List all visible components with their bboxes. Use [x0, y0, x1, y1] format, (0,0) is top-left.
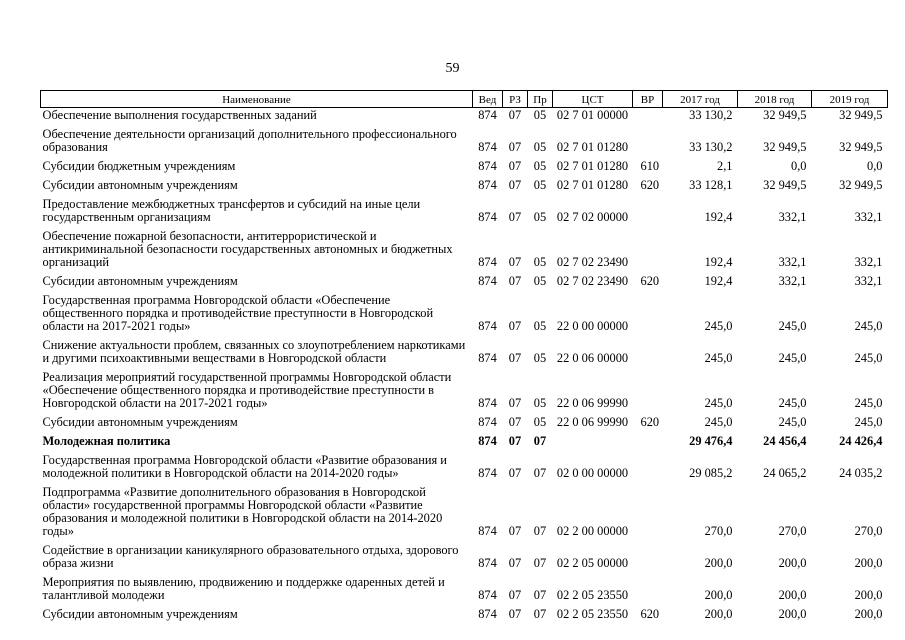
cell-ved: 874 — [478, 396, 497, 410]
cell-2019: 0,0 — [867, 159, 883, 173]
table-row — [41, 197, 888, 229]
cell-ved: 874 — [478, 319, 497, 333]
cell-name: Подпрограмма «Развитие дополнительного образования в Новгородской области» государственной программы Новгородской области «Развитие образования и молодежной политики в Новгородской области на 2014-2020 годы» — [42, 485, 443, 538]
cell-2018: 332,1 — [778, 274, 807, 288]
cell-rz: 07 — [508, 255, 522, 269]
cell-2019: 32 949,5 — [839, 178, 883, 192]
cell-name: Содействие в организации каникулярного образовательного отдыха, здорового образа жизни — [42, 543, 459, 570]
cell-pr: 05 — [533, 396, 547, 410]
cell-cst — [553, 434, 633, 453]
cell-2018: 245,0 — [778, 415, 807, 429]
cell-rz: 07 — [508, 556, 522, 570]
cell-cst: 02 7 02 23490 — [556, 274, 629, 288]
table-header-row — [41, 91, 888, 108]
cell-2017: 192,4 — [704, 210, 733, 224]
cell-vr — [633, 575, 663, 607]
cell-ved: 874 — [478, 466, 497, 480]
cell-ved: 874 — [478, 524, 497, 538]
header-2017: 2017 год — [663, 91, 738, 108]
cell-vr: 620 — [640, 178, 660, 192]
cell-rz: 07 — [508, 415, 522, 429]
cell-rz: 07 — [508, 178, 522, 192]
cell-pr: 05 — [533, 108, 547, 122]
cell-2017: 29 085,2 — [689, 466, 733, 480]
cell-2017: 245,0 — [704, 319, 733, 333]
cell-cst: 22 0 06 00000 — [556, 351, 629, 365]
header-vr: ВР — [633, 91, 663, 108]
cell-2019: 200,0 — [854, 556, 883, 570]
cell-2019: 200,0 — [854, 588, 883, 602]
cell-2019: 270,0 — [854, 524, 883, 538]
cell-vr — [633, 338, 663, 370]
cell-2017: 29 476,4 — [689, 434, 733, 448]
cell-rz: 07 — [508, 210, 522, 224]
cell-rz: 07 — [508, 466, 522, 480]
cell-pr: 07 — [533, 607, 547, 621]
cell-name: Молодежная политика — [42, 434, 171, 448]
table-row — [41, 274, 888, 293]
page-number: 59 — [445, 61, 460, 76]
cell-ved: 874 — [478, 588, 497, 602]
cell-2018: 200,0 — [778, 556, 807, 570]
cell-2019: 245,0 — [854, 396, 883, 410]
cell-2018: 245,0 — [778, 319, 807, 333]
cell-vr: 620 — [640, 415, 660, 429]
table-row — [41, 127, 888, 159]
cell-2018: 245,0 — [778, 351, 807, 365]
cell-vr — [633, 485, 663, 543]
table-row — [41, 575, 888, 607]
cell-2018: 0,0 — [791, 159, 807, 173]
header-2019: 2019 год — [812, 91, 888, 108]
cell-name: Субсидии автономным учреждениям — [42, 607, 238, 621]
cell-cst: 22 0 00 00000 — [556, 319, 629, 333]
cell-2019: 24 426,4 — [839, 434, 883, 448]
cell-2017: 2,1 — [717, 159, 733, 173]
table-row — [41, 453, 888, 485]
cell-pr: 05 — [533, 351, 547, 365]
cell-ved: 874 — [478, 255, 497, 269]
cell-vr — [633, 197, 663, 229]
cell-ved: 874 — [478, 210, 497, 224]
cell-name: Государственная программа Новгородской области «Развитие образования и молодежной политики в Новгородской области на 2014-2020 годы» — [42, 453, 447, 480]
cell-name: Обеспечение выполнения государственных заданий — [42, 108, 317, 122]
cell-ved: 874 — [478, 159, 497, 173]
cell-2017: 245,0 — [704, 396, 733, 410]
cell-cst: 02 7 01 01280 — [556, 140, 629, 154]
table-row — [41, 607, 888, 626]
cell-pr: 07 — [533, 434, 547, 448]
cell-pr: 05 — [533, 159, 547, 173]
cell-rz: 07 — [508, 607, 522, 621]
table-row — [41, 108, 888, 128]
header-name: Наименование — [41, 91, 473, 108]
header-pr: Пр — [528, 91, 553, 108]
cell-2017: 33 130,2 — [689, 140, 733, 154]
table-row — [41, 485, 888, 543]
cell-ved: 874 — [478, 140, 497, 154]
cell-cst: 02 2 00 00000 — [556, 524, 629, 538]
header-cst: ЦСТ — [553, 91, 633, 108]
cell-cst: 02 7 01 01280 — [556, 178, 629, 192]
table-row — [41, 293, 888, 338]
cell-name: Субсидии автономным учреждениям — [42, 415, 238, 429]
cell-2017: 200,0 — [704, 556, 733, 570]
cell-ved: 874 — [478, 178, 497, 192]
cell-cst: 02 2 05 23550 — [556, 588, 629, 602]
cell-pr: 05 — [533, 415, 547, 429]
cell-2019: 332,1 — [854, 210, 883, 224]
header-ved: Вед — [473, 91, 503, 108]
cell-2017: 192,4 — [704, 255, 733, 269]
cell-name: Предоставление межбюджетных трансфертов и субсидий на иные цели государственным организациям — [42, 197, 421, 224]
cell-name: Государственная программа Новгородской области «Обеспечение общественного порядка и противодействие преступности в Новгородской области на 2017-2021 годы» — [42, 293, 434, 333]
cell-2018: 24 456,4 — [763, 434, 807, 448]
cell-pr: 05 — [533, 140, 547, 154]
cell-rz: 07 — [508, 588, 522, 602]
cell-2017: 245,0 — [704, 351, 733, 365]
cell-pr: 05 — [533, 274, 547, 288]
cell-2019: 332,1 — [854, 255, 883, 269]
cell-2018: 332,1 — [778, 210, 807, 224]
table-row — [41, 338, 888, 370]
cell-2019: 32 949,5 — [839, 140, 883, 154]
cell-name: Реализация мероприятий государственной программы Новгородской области «Обеспечение общественного порядка и противодействие преступности в Новгородской области на 2017-2021 годы» — [42, 370, 452, 410]
cell-vr — [633, 108, 663, 128]
cell-2019: 332,1 — [854, 274, 883, 288]
cell-pr: 05 — [533, 319, 547, 333]
cell-vr — [633, 370, 663, 415]
cell-2019: 245,0 — [854, 415, 883, 429]
cell-vr — [633, 543, 663, 575]
cell-rz: 07 — [508, 140, 522, 154]
cell-cst: 02 2 05 00000 — [556, 556, 629, 570]
cell-vr — [633, 453, 663, 485]
cell-2018: 332,1 — [778, 255, 807, 269]
cell-vr — [633, 127, 663, 159]
cell-rz: 07 — [508, 351, 522, 365]
cell-2019: 245,0 — [854, 319, 883, 333]
cell-cst: 02 7 02 00000 — [556, 210, 629, 224]
cell-2019: 24 035,2 — [839, 466, 883, 480]
cell-name: Обеспечение деятельности организаций дополнительного профессионального образования — [42, 127, 457, 154]
cell-2018: 24 065,2 — [763, 466, 807, 480]
cell-cst: 02 7 01 01280 — [556, 159, 629, 173]
cell-ved: 874 — [478, 434, 497, 448]
cell-cst: 02 2 05 23550 — [556, 607, 629, 621]
cell-2018: 32 949,5 — [763, 108, 807, 122]
cell-2018: 32 949,5 — [763, 178, 807, 192]
cell-rz: 07 — [508, 524, 522, 538]
cell-pr: 07 — [533, 588, 547, 602]
cell-name: Субсидии автономным учреждениям — [42, 274, 238, 288]
cell-2017: 33 130,2 — [689, 108, 733, 122]
cell-cst: 02 7 02 23490 — [556, 255, 629, 269]
table-row — [41, 543, 888, 575]
cell-2018: 270,0 — [778, 524, 807, 538]
cell-name: Субсидии автономным учреждениям — [42, 178, 238, 192]
cell-pr: 07 — [533, 556, 547, 570]
cell-name: Обеспечение пожарной безопасности, антитеррористической и антикриминальной безопасности государственных автономных и бюджетных организаций — [42, 229, 453, 269]
cell-pr: 07 — [533, 524, 547, 538]
cell-pr: 05 — [533, 178, 547, 192]
cell-ved: 874 — [478, 415, 497, 429]
table-row — [41, 159, 888, 178]
cell-2019: 200,0 — [854, 607, 883, 621]
cell-vr: 620 — [640, 274, 660, 288]
cell-vr — [633, 293, 663, 338]
cell-2017: 200,0 — [704, 607, 733, 621]
cell-rz: 07 — [508, 274, 522, 288]
cell-ved: 874 — [478, 607, 497, 621]
cell-pr: 05 — [533, 210, 547, 224]
cell-rz: 07 — [508, 434, 522, 448]
cell-cst: 22 0 06 99990 — [556, 415, 629, 429]
header-2018: 2018 год — [738, 91, 812, 108]
cell-rz: 07 — [508, 108, 522, 122]
cell-ved: 874 — [478, 108, 497, 122]
cell-ved: 874 — [478, 556, 497, 570]
cell-vr — [633, 434, 663, 453]
cell-vr — [633, 229, 663, 274]
cell-2017: 192,4 — [704, 274, 733, 288]
table-row — [41, 370, 888, 415]
table-row — [41, 434, 888, 453]
cell-rz: 07 — [508, 159, 522, 173]
cell-2019: 32 949,5 — [839, 108, 883, 122]
cell-2018: 200,0 — [778, 588, 807, 602]
cell-pr: 05 — [533, 255, 547, 269]
cell-2019: 245,0 — [854, 351, 883, 365]
cell-name: Субсидии бюджетным учреждениям — [42, 159, 236, 173]
cell-2017: 270,0 — [704, 524, 733, 538]
cell-2018: 32 949,5 — [763, 140, 807, 154]
cell-rz: 07 — [508, 319, 522, 333]
cell-rz: 07 — [508, 396, 522, 410]
cell-vr: 610 — [640, 159, 660, 173]
cell-cst: 02 7 01 00000 — [556, 108, 629, 122]
cell-pr: 07 — [533, 466, 547, 480]
cell-name: Мероприятия по выявлению, продвижению и поддержке одаренных детей и талантливой молодежи — [42, 575, 445, 602]
cell-name: Снижение актуальности проблем, связанных со злоупотреблением наркотиками и другими психоактивными веществами в Новгородской области — [42, 338, 466, 365]
cell-ved: 874 — [478, 274, 497, 288]
table-row — [41, 415, 888, 434]
cell-2017: 33 128,1 — [689, 178, 733, 192]
cell-cst: 02 0 00 00000 — [556, 466, 629, 480]
cell-2017: 200,0 — [704, 588, 733, 602]
budget-table — [40, 90, 888, 626]
table-row — [41, 229, 888, 274]
cell-2018: 200,0 — [778, 607, 807, 621]
cell-cst: 22 0 06 99990 — [556, 396, 629, 410]
header-rz: РЗ — [503, 91, 528, 108]
cell-vr: 620 — [640, 607, 660, 621]
cell-2017: 245,0 — [704, 415, 733, 429]
cell-ved: 874 — [478, 351, 497, 365]
table-row — [41, 178, 888, 197]
cell-2018: 245,0 — [778, 396, 807, 410]
